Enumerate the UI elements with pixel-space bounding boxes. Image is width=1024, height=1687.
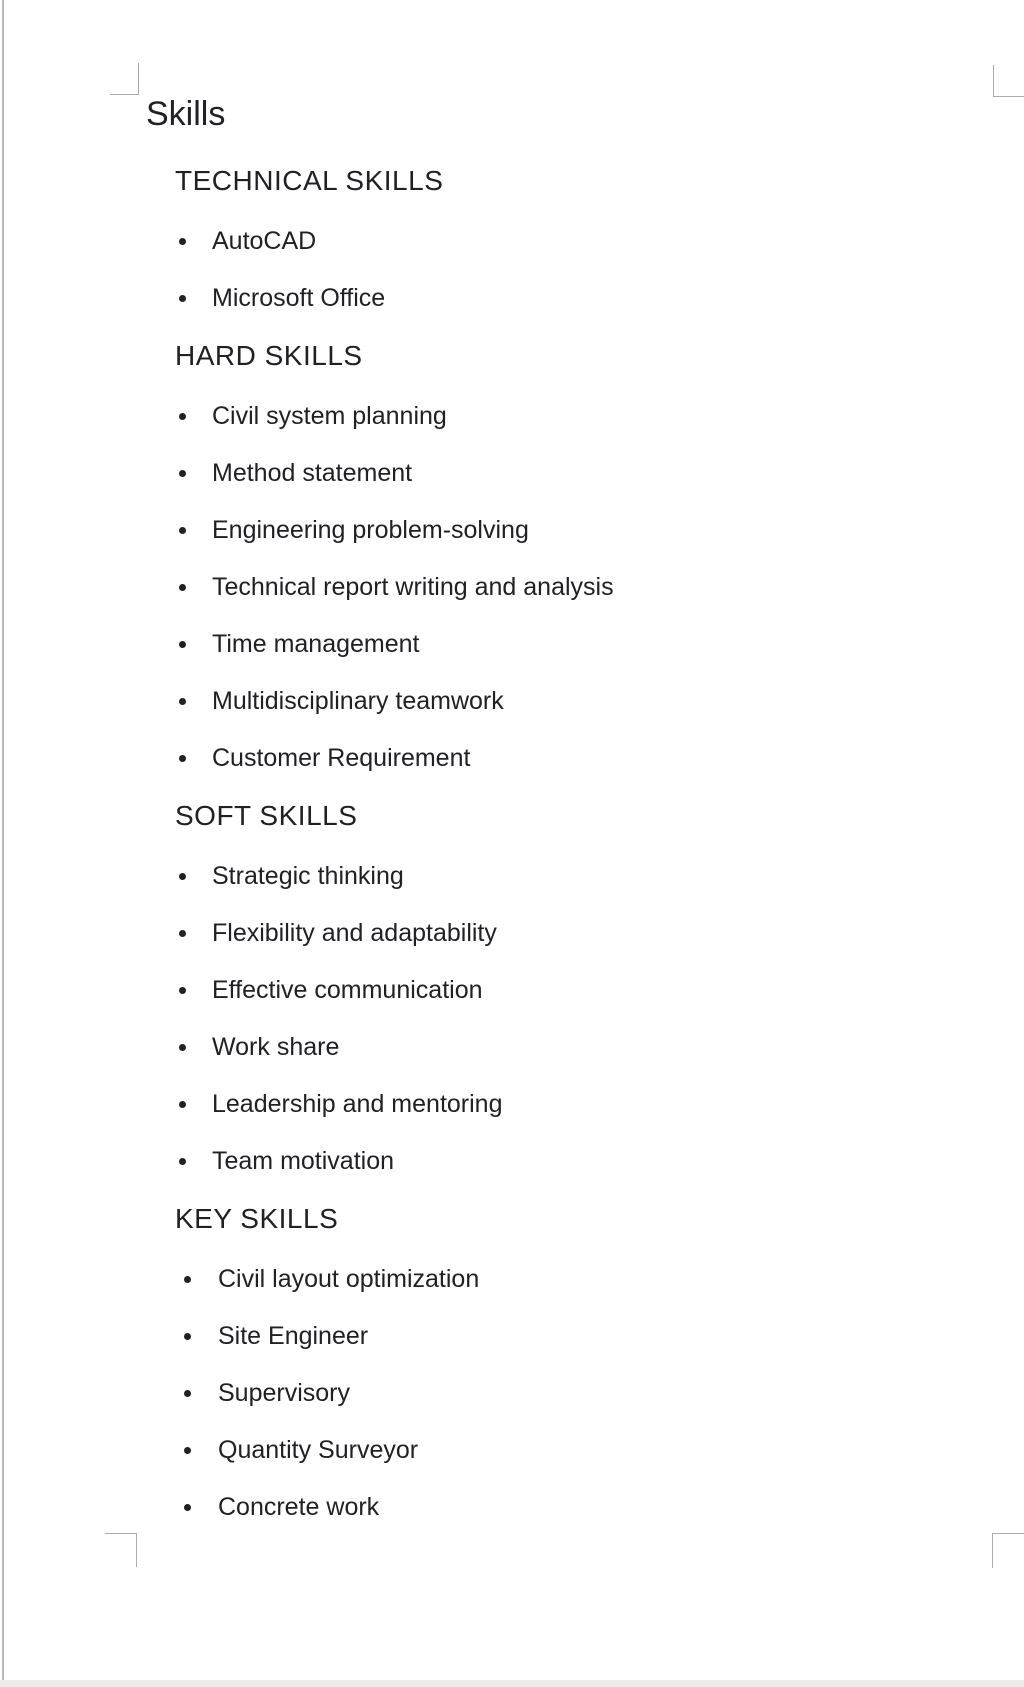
document-page <box>0 86 1024 1536</box>
bullet-item-label: Civil layout optimization <box>218 1265 480 1293</box>
bullet-dot-icon <box>179 698 186 705</box>
bullet-dot-icon <box>179 930 186 937</box>
bullet-item <box>0 1308 1024 1365</box>
bullet-dot-icon <box>179 527 186 534</box>
bullet-item <box>0 1479 1024 1536</box>
bullet-item-label: Strategic thinking <box>212 862 404 890</box>
bullet-dot-icon <box>184 1390 191 1397</box>
bullet-dot-icon <box>179 470 186 477</box>
page-bottom-edge <box>0 1680 1024 1687</box>
bullet-item <box>0 502 1024 559</box>
bullet-item <box>0 616 1024 673</box>
bullet-item <box>0 1019 1024 1076</box>
bullet-dot-icon <box>184 1447 191 1454</box>
bullet-item <box>0 1076 1024 1133</box>
bullet-item <box>0 270 1024 327</box>
section-heading-soft-skills: SOFT SKILLS <box>175 799 358 831</box>
bullet-item <box>0 1251 1024 1308</box>
bullet-dot-icon <box>179 987 186 994</box>
bullet-dot-icon <box>179 755 186 762</box>
bullet-dot-icon <box>179 295 186 302</box>
bullet-item <box>0 1422 1024 1479</box>
bullet-item <box>0 730 1024 787</box>
bullet-dot-icon <box>179 1044 186 1051</box>
bullet-dot-icon <box>184 1333 191 1340</box>
bullet-dot-icon <box>184 1504 191 1511</box>
bullet-dot-icon <box>179 413 186 420</box>
bullet-item-label: Civil system planning <box>212 402 447 430</box>
bullet-dot-icon <box>179 641 186 648</box>
bullet-item-label: Site Engineer <box>218 1322 369 1350</box>
bullet-item-label: Engineering problem-solving <box>212 516 529 544</box>
bullet-dot-icon <box>179 873 186 880</box>
bullet-item <box>0 673 1024 730</box>
bullet-item <box>0 962 1024 1019</box>
bullet-item <box>0 1133 1024 1190</box>
section-heading-key-skills: KEY SKILLS <box>175 1202 339 1234</box>
bullet-dot-icon <box>179 1101 186 1108</box>
bullet-item-label: Customer Requirement <box>212 744 471 772</box>
bullet-item-label: Time management <box>212 630 420 658</box>
section-heading-technical-skills: TECHNICAL SKILLS <box>175 164 444 196</box>
bullet-item-label: AutoCAD <box>212 227 317 255</box>
bullet-item-label: Flexibility and adaptability <box>212 919 497 947</box>
bullet-item-label: Method statement <box>212 459 413 487</box>
bullet-dot-icon <box>179 238 186 245</box>
bullet-item <box>0 559 1024 616</box>
bullet-item <box>0 213 1024 270</box>
page-title: Skills <box>146 95 226 133</box>
bullet-item-label: Supervisory <box>218 1379 350 1407</box>
bullet-item-label: Microsoft Office <box>212 284 386 312</box>
bullet-dot-icon <box>184 1276 191 1283</box>
bullet-dot-icon <box>179 584 186 591</box>
bullet-item <box>0 905 1024 962</box>
bullet-dot-icon <box>179 1158 186 1165</box>
crop-mark-bottom-right-icon <box>992 1533 1024 1568</box>
bullet-item-label: Team motivation <box>212 1147 395 1175</box>
bullet-item-label: Concrete work <box>218 1493 380 1521</box>
bullet-item-label: Effective communication <box>212 976 483 1004</box>
bullet-item <box>0 445 1024 502</box>
bullet-item <box>0 388 1024 445</box>
crop-mark-bottom-left-icon <box>105 1533 137 1567</box>
bullet-item <box>0 848 1024 905</box>
bullet-item-label: Leadership and mentoring <box>212 1090 503 1118</box>
bullet-item-label: Technical report writing and analysis <box>212 573 614 601</box>
bullet-item-label: Multidisciplinary teamwork <box>212 687 504 715</box>
bullet-item <box>0 1365 1024 1422</box>
bullet-item-label: Quantity Surveyor <box>218 1436 419 1464</box>
section-heading-hard-skills: HARD SKILLS <box>175 339 363 371</box>
bullet-item-label: Work share <box>212 1033 340 1061</box>
